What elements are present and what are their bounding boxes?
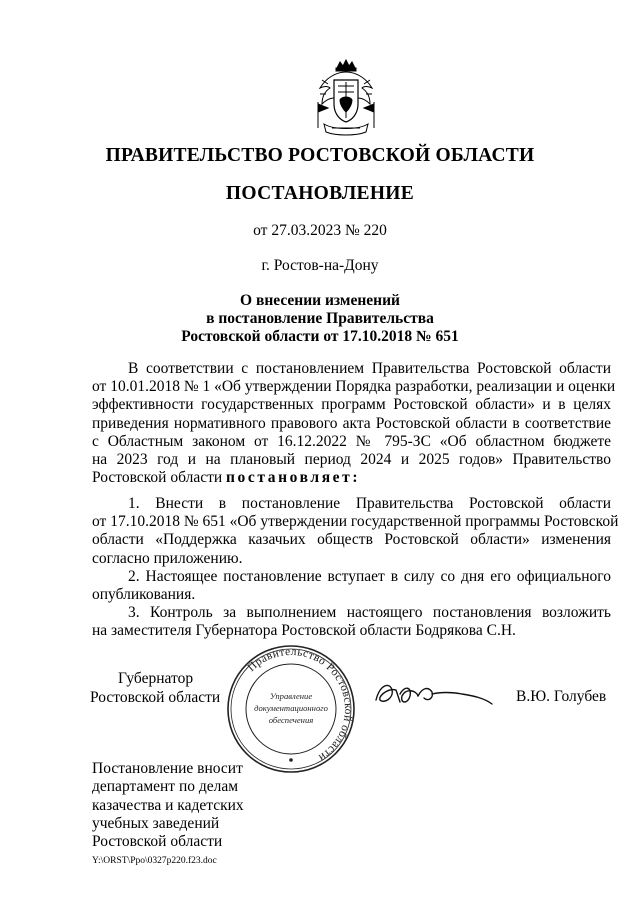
signer-role-line: Ростовской области <box>90 688 221 706</box>
submitter-note-line: учебных заведений <box>92 814 220 832</box>
text-line: приведения нормативного правового акта Ростовской области в соответствие <box>92 414 611 432</box>
handwritten-signature <box>370 670 495 720</box>
signer-role-line: Губернатор <box>118 670 194 687</box>
resolution-item-1 <box>92 495 619 568</box>
signer-role <box>90 670 220 707</box>
text-line: 1. Внести в постановление Правительства Ростовской области <box>128 495 611 512</box>
text-line: от 10.01.2018 № 1 «Об утверждении Порядка разработки, реализации и оценки <box>92 378 616 396</box>
text-line: В соответствии с постановлением Правительства Ростовской области <box>128 360 611 377</box>
subject-line: в постановление Правительства <box>206 310 434 327</box>
text-line: 2. Настоящее постановление вступает в силу со дня его официального <box>128 568 611 585</box>
text-line: от 17.10.2018 № 651 «Об утверждении государственной программы Ростовской <box>92 513 619 531</box>
document-date-number: от 27.03.2023 № 220 <box>253 222 387 239</box>
text-line: на 2023 год и на плановый период 2024 и 2025 годов» Правительство <box>92 450 611 468</box>
text-line: области «Поддержка казачьих обществ Ростовской области» изменения <box>92 531 611 549</box>
text-line: на заместителя Губернатора Ростовской области Бодрякова С.Н. <box>92 622 516 640</box>
seal-inner-text: Управление <box>269 691 313 701</box>
seal-inner-text: документационного <box>254 703 328 713</box>
submitter-note <box>92 760 244 851</box>
document-type: ПОСТАНОВЛЕНИЕ <box>225 183 415 204</box>
government-title: ПРАВИТЕЛЬСТВО РОСТОВСКОЙ ОБЛАСТИ <box>105 145 535 166</box>
submitter-note-line: Постановление вносит <box>92 760 243 777</box>
resolution-item-3 <box>92 604 611 640</box>
resolves-word: постановляет: <box>226 469 361 487</box>
preamble-paragraph <box>92 360 616 487</box>
coat-of-arms-icon <box>310 58 382 138</box>
signer-name: В.Ю. Голубев <box>516 688 607 705</box>
submitter-note-line: департамент по делам <box>92 778 239 796</box>
text-fragment: Ростовской области <box>92 469 227 487</box>
text-line: согласно приложению. <box>92 549 243 567</box>
text-line: опубликования. <box>92 586 196 604</box>
text-line: эффективности государственных программ Ростовской области» и в целях <box>92 396 611 414</box>
text-line: 3. Контроль за выполнением настоящего постановления возложить <box>128 604 611 621</box>
text-line: с Областным законом от 16.12.2022 № 795-ЗС «Об областном бюджете <box>92 432 611 450</box>
subject-line: О внесении изменений <box>240 292 400 309</box>
text-line <box>92 469 611 487</box>
resolution-item-2 <box>92 568 611 604</box>
file-path: Y:\ORST\Ppo\0327p220.f23.doc <box>92 856 217 866</box>
official-seal <box>225 643 357 775</box>
subject-line: Ростовской области от 17.10.2018 № 651 <box>181 328 459 345</box>
document-city: г. Ростов-на-Дону <box>261 257 379 274</box>
seal-inner-text: обеспечения <box>268 715 314 725</box>
submitter-note-line: Ростовской области <box>92 833 223 851</box>
seal-outer-text: Правительство Ростовской области <box>245 645 355 764</box>
submitter-note-line: казачества и кадетских <box>92 796 244 814</box>
